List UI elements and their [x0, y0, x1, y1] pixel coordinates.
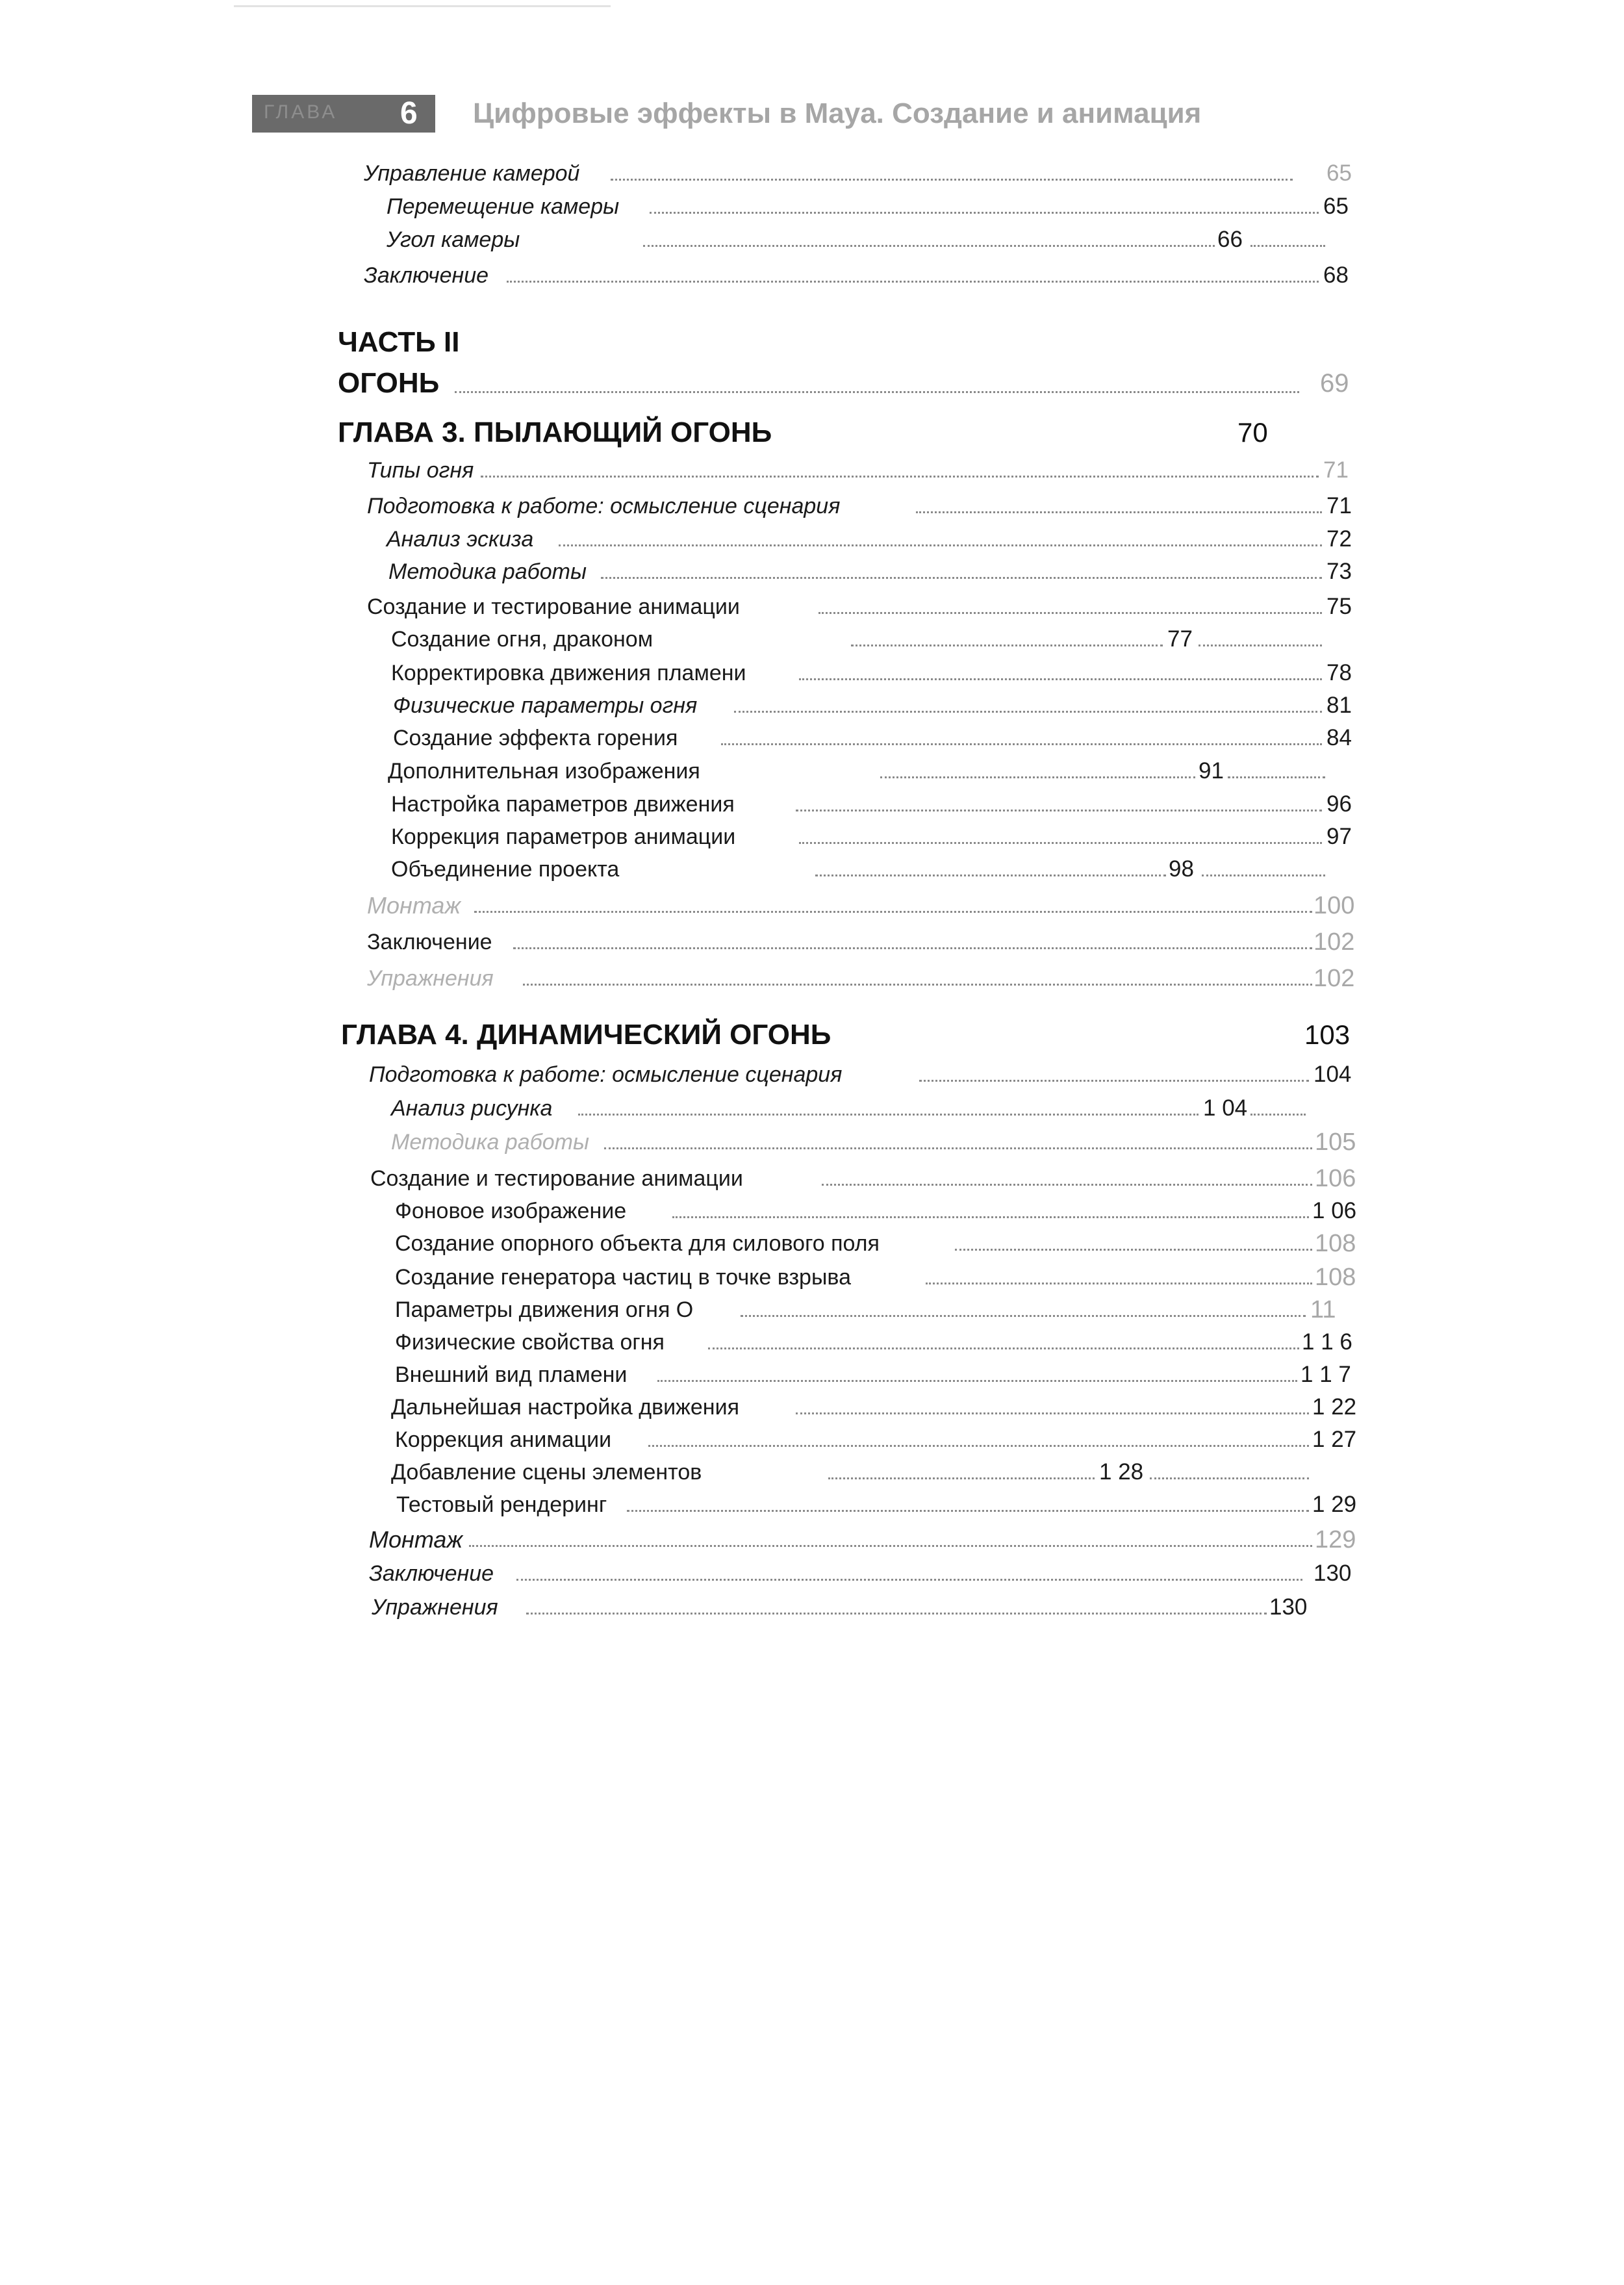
- dot-leader: [916, 511, 1322, 513]
- toc-entry-label: Анализ рисунка: [391, 1093, 555, 1124]
- dot-leader: [721, 743, 1322, 745]
- toc-entry-label: Создание генератора частиц в точке взрыва: [395, 1262, 854, 1293]
- dot-leader: [513, 947, 1312, 949]
- toc-entry[interactable]: [0, 1294, 1624, 1325]
- toc-entry-label: Параметры движения огня О: [395, 1294, 696, 1325]
- toc-entry-page: 96: [1325, 789, 1352, 820]
- toc-entry[interactable]: [0, 789, 1624, 820]
- toc-entry-page: 97: [1325, 821, 1352, 852]
- toc-entry-page: 130: [1268, 1592, 1307, 1623]
- dot-leader: [926, 1283, 1312, 1284]
- toc-entry-label: Физические свойства огня: [395, 1327, 667, 1358]
- toc-entry-page: 77: [1166, 624, 1193, 655]
- toc-entry-label: Дальнейшая настройка движения: [391, 1392, 742, 1423]
- toc-entry[interactable]: [0, 890, 1624, 921]
- toc-entry-page: 81: [1325, 690, 1352, 721]
- toc-entry-label: Тестовый рендеринг: [396, 1489, 609, 1520]
- toc-entry-label: Подготовка к работе: осмысление сценария: [369, 1059, 844, 1090]
- toc-entry-page: 105: [1313, 1127, 1356, 1158]
- toc-entry-label: Монтаж: [369, 1524, 465, 1555]
- toc-entry[interactable]: [0, 1558, 1624, 1589]
- toc-entry[interactable]: [0, 591, 1624, 622]
- toc-entry-page: 1 27: [1311, 1424, 1356, 1455]
- toc-entry[interactable]: [0, 524, 1624, 555]
- toc-entry-label: Анализ эскиза: [387, 524, 536, 555]
- toc-entry-page: 68: [1322, 260, 1349, 291]
- dot-leader: [611, 179, 1293, 181]
- toc-entry[interactable]: [0, 1359, 1624, 1390]
- toc-entry[interactable]: [0, 1592, 1624, 1623]
- dot-leader: [818, 612, 1322, 614]
- toc-entry[interactable]: [0, 1524, 1624, 1555]
- toc-entry[interactable]: [0, 657, 1624, 689]
- dot-leader: [507, 281, 1319, 283]
- part-title-row[interactable]: [0, 364, 1624, 403]
- toc-entry[interactable]: [0, 1163, 1624, 1194]
- toc-entry-label: Перемещение камеры: [387, 191, 622, 222]
- toc-entry-label: Заключение: [367, 926, 495, 958]
- toc-entry-page: 78: [1325, 657, 1352, 689]
- toc-entry-label: Создание эффекта горения: [393, 722, 680, 754]
- dot-leader: [657, 1380, 1297, 1382]
- toc-entry-page: 129: [1313, 1524, 1356, 1555]
- toc-entry-page: 1 06: [1311, 1195, 1356, 1227]
- toc-entry-page: 102: [1312, 926, 1354, 958]
- toc-entry-page: 108: [1313, 1228, 1356, 1259]
- toc-entry[interactable]: [0, 1424, 1624, 1455]
- toc-entry[interactable]: [0, 1489, 1624, 1520]
- toc-entry-label: Создание опорного объекта для силового поля: [395, 1228, 882, 1259]
- dot-leader: [734, 711, 1322, 713]
- toc-entry[interactable]: [0, 963, 1624, 994]
- toc-entry-page: 130: [1312, 1558, 1351, 1589]
- toc-entry-page: 65: [1322, 191, 1349, 222]
- toc-entry[interactable]: [0, 854, 1624, 885]
- toc-entry-page: 1 04: [1202, 1093, 1247, 1124]
- book-title: Цифровые эффекты в Maya. Создание и анимация: [473, 97, 1202, 129]
- toc-entry-label: Методика работы: [391, 1127, 592, 1158]
- toc-entry[interactable]: [0, 1093, 1624, 1124]
- toc-entry-label: Внешний вид пламени: [395, 1359, 629, 1390]
- toc-entry-page: 1 1 6: [1300, 1327, 1352, 1358]
- toc-entry-page: 100: [1312, 890, 1354, 921]
- toc-entry-label: Корректировка движения пламени: [391, 657, 749, 689]
- toc-entry[interactable]: [0, 260, 1624, 291]
- dot-leader: [1250, 245, 1325, 247]
- dot-leader: [708, 1347, 1299, 1349]
- toc-entry-label: Подготовка к работе: осмысление сценария: [367, 491, 843, 522]
- toc-entry-page: 1 29: [1311, 1489, 1356, 1520]
- dot-leader: [559, 544, 1322, 546]
- chapter-page: 70: [1237, 417, 1268, 448]
- dot-leader: [601, 577, 1322, 579]
- toc-entry-label: Создание и тестирование анимации: [370, 1163, 746, 1194]
- toc-entry[interactable]: [0, 224, 1624, 255]
- toc-entry[interactable]: [0, 624, 1624, 655]
- chapter-page: 103: [1304, 1019, 1351, 1050]
- toc-entry[interactable]: [0, 1228, 1624, 1259]
- dot-leader: [455, 391, 1299, 393]
- dot-leader: [516, 1579, 1302, 1581]
- dot-leader: [604, 1147, 1312, 1149]
- toc-entry-label: Настройка параметров движения: [391, 789, 737, 820]
- toc-entry-page: 84: [1325, 722, 1352, 754]
- toc-entry[interactable]: [0, 1262, 1624, 1293]
- toc-entry[interactable]: [0, 1195, 1624, 1227]
- toc-entry-page: 98: [1167, 854, 1194, 885]
- toc-entry[interactable]: [0, 690, 1624, 721]
- toc-entry-page: 106: [1313, 1163, 1356, 1194]
- toc-entry-label: Заключение: [369, 1558, 496, 1589]
- dot-leader: [648, 1445, 1309, 1447]
- toc-entry[interactable]: [0, 1457, 1624, 1488]
- toc-entry-label: Создание огня, драконом: [391, 624, 655, 655]
- toc-entry-label: Создание и тестирование анимации: [367, 591, 742, 622]
- dot-leader: [1228, 776, 1325, 778]
- dot-leader: [526, 1613, 1267, 1615]
- dot-leader: [672, 1216, 1309, 1218]
- toc-entry[interactable]: [0, 556, 1624, 587]
- toc-entry-label: Заключение: [364, 260, 491, 291]
- dot-leader: [919, 1080, 1309, 1082]
- toc-entry[interactable]: [0, 1059, 1624, 1090]
- toc-entry-label: Типы огня: [367, 455, 476, 486]
- dot-leader: [474, 911, 1312, 913]
- dot-leader: [796, 1412, 1309, 1414]
- toc-entry-label: Коррекция параметров анимации: [391, 821, 738, 852]
- dot-leader: [1202, 874, 1325, 876]
- toc-entry-label: Дополнительная изображения: [388, 756, 703, 787]
- dot-leader: [1250, 1114, 1306, 1116]
- chapter-title: ГЛАВА 3. ПЫЛАЮЩИЙ ОГОНЬ: [338, 416, 772, 448]
- toc-entry[interactable]: [0, 722, 1624, 754]
- toc-entry-page: 65: [1325, 158, 1352, 189]
- toc-entry-label: Упражнения: [367, 963, 496, 994]
- toc-entry[interactable]: [0, 756, 1624, 787]
- toc-entry-page: 108: [1313, 1262, 1356, 1293]
- dot-leader: [643, 245, 1215, 247]
- dot-leader: [469, 1545, 1312, 1547]
- toc-entry[interactable]: [0, 926, 1624, 958]
- dot-leader: [1150, 1477, 1309, 1479]
- toc-entry[interactable]: [0, 1327, 1624, 1358]
- toc-entry-page: 104: [1312, 1059, 1351, 1090]
- toc-entry-page: 1 22: [1311, 1392, 1356, 1423]
- dot-leader: [650, 212, 1319, 214]
- dot-leader: [578, 1114, 1199, 1116]
- dot-leader: [523, 984, 1312, 986]
- dot-leader: [741, 1315, 1306, 1317]
- dot-leader: [799, 842, 1322, 844]
- dot-leader: [1199, 645, 1322, 646]
- toc-entry-page: 71: [1325, 491, 1352, 522]
- dot-leader: [880, 776, 1195, 778]
- dot-leader: [822, 1184, 1312, 1186]
- part-page: 69: [1320, 369, 1349, 398]
- toc-entry[interactable]: [0, 491, 1624, 522]
- toc-entry-label: Физические параметры огня: [393, 690, 700, 721]
- dot-leader: [851, 645, 1163, 646]
- toc-entry[interactable]: [0, 455, 1624, 486]
- dot-leader: [627, 1510, 1309, 1512]
- toc-entry-label: Фоновое изображение: [395, 1195, 629, 1227]
- toc-entry-page: 1 1 7: [1299, 1359, 1351, 1390]
- toc-entry-label: Управление камерой: [364, 158, 582, 189]
- chapter-title: ГЛАВА 4. ДИНАМИЧЕСКИЙ ОГОНЬ: [341, 1019, 831, 1051]
- toc-entry-page: 1 28: [1098, 1457, 1143, 1488]
- toc-entry-page: 71: [1322, 455, 1349, 486]
- toc-entry-label: Добавление сцены элементов: [391, 1457, 704, 1488]
- dot-leader: [828, 1477, 1095, 1479]
- toc-entry-label: Методика работы: [388, 556, 589, 587]
- toc-entry[interactable]: [0, 158, 1624, 189]
- toc-entry-label: Объединение проекта: [391, 854, 622, 885]
- toc-entry-page: 73: [1325, 556, 1352, 587]
- toc-entry[interactable]: [0, 1127, 1624, 1158]
- toc-entry-page: 91: [1197, 756, 1224, 787]
- dot-leader: [481, 476, 1319, 478]
- part-title: ОГОНЬ: [338, 364, 442, 403]
- chapter-heading-row[interactable]: [0, 1015, 1624, 1054]
- toc-entry[interactable]: [0, 821, 1624, 852]
- toc-entry-label: Коррекция анимации: [395, 1424, 614, 1455]
- dot-leader: [815, 874, 1166, 876]
- toc-entry[interactable]: [0, 1392, 1624, 1423]
- toc-entry-label: Угол камеры: [387, 224, 522, 255]
- toc-entry-page: 72: [1325, 524, 1352, 555]
- chapter-number: 6: [400, 96, 418, 131]
- toc-entry-label: Монтаж: [367, 890, 463, 921]
- toc-entry[interactable]: [0, 191, 1624, 222]
- part-heading: ЧАСТЬ II: [338, 326, 460, 358]
- dot-leader: [796, 810, 1322, 811]
- chapter-heading-row[interactable]: [0, 413, 1624, 452]
- chapter-tab-label: ГЛАВА: [264, 101, 338, 123]
- toc-entry-page: 11: [1309, 1294, 1336, 1325]
- dot-leader: [955, 1249, 1312, 1251]
- toc-entry-page: 66: [1216, 224, 1243, 255]
- toc-entry-page: 75: [1325, 591, 1352, 622]
- toc-entry-label: Упражнения: [372, 1592, 501, 1623]
- dot-leader: [799, 678, 1322, 680]
- toc-entry-page: 102: [1312, 963, 1354, 994]
